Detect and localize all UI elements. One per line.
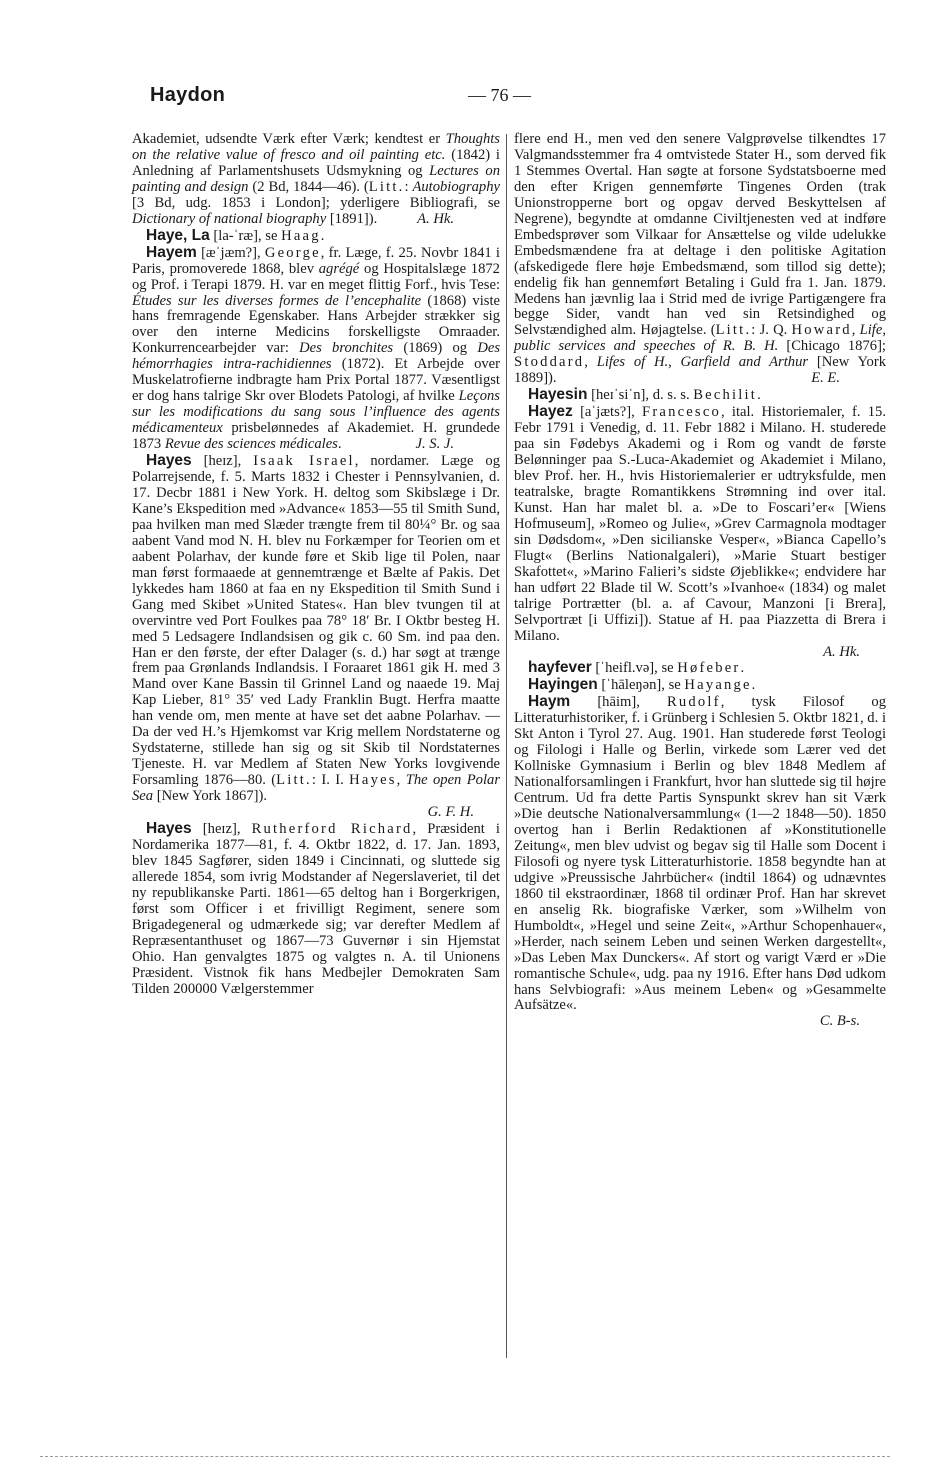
entry-hayez: Hayez [aˈjæts?], Francesco, ital. Historiemaler, f. 15. Febr 1791 i Venedig, d. 11. Febr 1882 i Milano. H. studerede paa sin Fødebys Akademi og i Rom og vandt de første Belønninger paa S.-Luca-Akademiet og Akademiet i Milano, blev Prof. her. H., hvis Historiemalerier er udtryksfulde, men teatralske, bragte Romantikkens Strømning ind over ital. Kunst. Han har malet bl. a. »De to Foscari’er« [Wiens Hofmuseum], »Romeo og Julie«, »Grev Carmagnola modtager sin Dødsdom«, »Den sicilianske Vesper«, »Bianca Capello’s Flugt« (Berlins Nationalgaleri), »Marie Stuart bestiger Skafottet«, »Marino Falieri’s sidste Øjeblikke«; endvidere har han udført 22 Blade til W. Scott’s »Ivanhoe« (1834) og malet talrige Portrætter (bl. a. af Cavour, Manzoni [i Brera], Selvportræt [i Uffizi]). Statue af H. paa Piazzetta di Brera i Milano. A. Hk.: [514, 403, 886, 660]
column-divider: [506, 134, 507, 1358]
left-column: [132, 132, 500, 997]
author-signature: J. S. J.: [415, 436, 454, 453]
author-signature: E. E.: [811, 370, 840, 387]
author-signature: A. Hk.: [823, 643, 860, 660]
entry-hayes-rutherford: Hayes [heɪz], Rutherford Richard, Præsident i Nordamerika 1877—81, f. 4. Oktbr 1822, d. 17. Jan. 1893, blev 1845 Sagfører, siden 1849 i Cincinnati, og sluttede sig allerede 1854, som ivrig Modstander af Negerslaveriet, til det ny republikanske Parti. 1861—65 deltog han i Borgerkrigen, først som Officer i et frivilligt Regiment, senere som Brigadegeneral og udmærkede sig; var derefter Medlem af Repræsentanthuset og 1867—73 Guvernør i sin Hjemstat Ohio. Han genvalgtes 1875 og valgtes n. A. til Unionens Præsident. Vistnok fik hans Medbejler Demokraten Sam Tilden 200000 Vælgerstemmer: [132, 819, 500, 997]
entry-hayem: Hayem [æˈjæm?], George, fr. Læge, f. 25. Novbr 1841 i Paris, promoverede 1868, blev agrégé og Hospitalslæge 1872 og Prof. i Terapi 1879. H. var en meget flittig Forf., hvis Tese: Études sur les diverses formes de l’encephalite (1868) viste hans fremragende Egenskaber. Hans Arbejder strækker sig over den interne Medicins forskelligste Omraader. Konkurrencearbejder var: Des bronchites (1869) og Des hémorrhagies intra-rachidiennes (1872). Et Arbejde over Muskelatrofierne indbragte ham Prix Portal 1877. Væsentligst er dog hans talrige Skr over Blodets Patologi, af hvilke Leçons sur les modifications du sang sous l’influence des agents médicamenteux prisbelønnedes af Akademiet. H. grundede 1873 Revue des sciences médicales. J. S. J.: [132, 243, 501, 453]
entry-hayes-rutherford-continued: flere end H., men ved den senere Valgprøvelse tilkendtes 17 Valgmandsstemmer fra 4 omtvistede Stater H., som derved fik 1 Stemmes Overtal. Han søgte at forsone Sydstatsboerne med den efter Krigen gennemførte Tingenes Orden (trak Unionstropperne bort og opgav derved Beskyttelsen af Negrene), begyndte at omdanne Civiltjenesten ved at indføre Embedsprøver som Vilkaar for Ansættelse og vilde udelukke Embedsmændene fra at deltage i den politiske Agitation (afskedigede flere høje Embedsmænd, som tillod sig dette); endelig fik han gennemført Betaling i Guld fra 1. Jan. 1879. Medens han jævnlig laa i Strid med de ivrige Partigængere fra begge Sider, vandt han ved sin Retsindighed og Selvstændighed alm. Højagtelse. (Litt.: J. Q. Howard, Life, public services and speeches of R. B. H. [Chicago 1876]; Stoddard, Lifes of H., Garfield and Arthur [New York 1889]). E. E.: [514, 131, 886, 387]
running-headword: Haydon: [150, 84, 226, 106]
cross-reference: Høfeber: [677, 660, 741, 677]
entry-headword: hayfever: [528, 659, 592, 677]
entry-hayingen: Hayingen [ˈhāleŋən], se Hayange.: [528, 676, 756, 694]
right-column: [514, 132, 886, 1030]
cross-reference: Haag: [281, 227, 321, 244]
entry-haye-la: Haye, La [la-ˈræ], se Haag.: [146, 226, 325, 244]
page-number: — 76 —: [468, 85, 531, 105]
entry-headword: Haym: [528, 693, 571, 711]
entry-hayfever: hayfever [ˈheifl.və], se Høfeber.: [528, 659, 745, 677]
entry-headword: Hayes: [146, 819, 192, 837]
entry-haydon-continued: Akademiet, udsendte Værk efter Værk; kendtest er Thoughts on the relative value of fresco and oil painting etc. (1842) i Anledning af Parlamentshusets Udsmykning og Lectures on painting and design (2 Bd, 1844—46). (Litt.: Autobiography [3 Bd, udg. 1853 i London]; yderligere Bibliografi, se Dictionary of national biography [1891]). A. Hk.: [132, 131, 500, 227]
entry-headword: Haye, La: [146, 226, 210, 244]
entry-headword: Hayingen: [528, 676, 598, 694]
entry-headword: Hayesin: [528, 386, 588, 404]
page-header: [150, 84, 840, 114]
entry-headword: Hayem: [146, 243, 197, 261]
entry-haym: Haym [hāim], Rudolf, tysk Filosof og Litteraturhistoriker, f. i Grünberg i Schlesien 5. Oktbr 1821, d. i Skt Anton i Tyrol 27. Aug. 1901. Han studerede først Teologi og Filologi i Halle og Berlin, virkede som Lærer ved det Kollniske Gymnasium i Berlin og blev 1848 Medlem af Nationalforsamlingen i Frankfurt, hvor han sluttede sig til højre Centrum. Ud fra dette Partis Synspunkt skrev han sit Værk »Die deutsche Nationalversammlung« (1—2 1848—50). 1850 overtog han i Berlin Redaktionen af »Konstitutionelle Zeitung«, men blev udvist og begav sig til Halle som Docent i Filosofi og nyere tysk Litteraturhistorie. 1858 begyndte han at udgive »Preussische Jahrbücher« (indtil 1864) og udnævntes 1860 til ekstraordinær, 1868 til ordinær Prof. Han har skrevet en anselig Rk. biografiske Værker, som »Wilhelm von Humboldt«, »Hegel und seine Zeit«, »Arthur Schopenhauer«, »Herder, nach seinem Leben und seinen Werken dargestellt«, »Das Leben Max Dunckers«. Af stort og varigt Værd er »Die romantische Schule«, udg. paa ny 1916. Efter hans Død udkom hans Selvbiografi: »Aus meinem Leben« og »Gesammelte Aufsätze«. C. B-s.: [514, 693, 886, 1030]
cross-reference: Hayange: [684, 677, 752, 694]
cross-reference: Bechilit: [693, 387, 758, 404]
author-signature: G. F. H.: [427, 804, 474, 821]
page-bottom-rule: [40, 1456, 890, 1457]
entry-headword: Hayes: [146, 452, 192, 470]
entry-hayesin: Hayesin [heɪˈsiˈn], d. s. s. Bechilit.: [528, 386, 761, 404]
author-signature: C. B-s.: [819, 1013, 860, 1030]
entry-hayes-isaak: Hayes [heɪz], Isaak Israel, nordamer. Læge og Polarrejsende, f. 5. Marts 1832 i Chester i Pennsylvanien, d. 17. Decbr 1881 i New York. H. deltog som Skibslæge i Dr. Kane’s Ekspedition med »Advance« 1853—55 til Smith Sund, paa hvilken man med Slæder trængte frem til 80¼° Br. og saa aabent Vand mod N. H. blev nu Forkæmper for Teorien om et aabent Polarhav, der kunde føre et Skib lige til Polen, naar man først formaaede at gennemtrænge et Bælte af Pakis. Det lykkedes ham 1860 at faa en ny Ekspedition til Smith Sund i Gang med Skibet »United States«. Han blev tvungen til at overvintre ved Port Foulkes paa 78° 18′ Br. I Oktbr besteg H. med 5 Ledsagere Indlandsisen og gik c. 60 Sm. ind paa den. Han er den første, der efter Dalager (s. d.) har søgt at trænge frem paa Grønlands Indlandsis. I Foraaret 1861 gik H. med 3 Mand over Kane Bassin til Grinnel Land og naaede 19. Maj Kap Lieber, 81° 35′ ved Lady Franklin Bugt. Herfra maatte han vende om, men mente at have set det aabne Polarhav. — Da der ved H.’s Hjemkomst var Krig mellem Nordstaterne og Sydstaterne, stillede han sig og sit Skib til Nordstaternes Tjeneste. H. var Medlem af Staten New Yorks lovgivende Forsamling 1876—80. (Litt.: I. I. Hayes, The open Polar Sea [New York 1867]). G. F. H.: [132, 452, 501, 821]
entry-headword: Hayez: [528, 403, 573, 421]
author-signature: A. Hk.: [417, 210, 454, 227]
